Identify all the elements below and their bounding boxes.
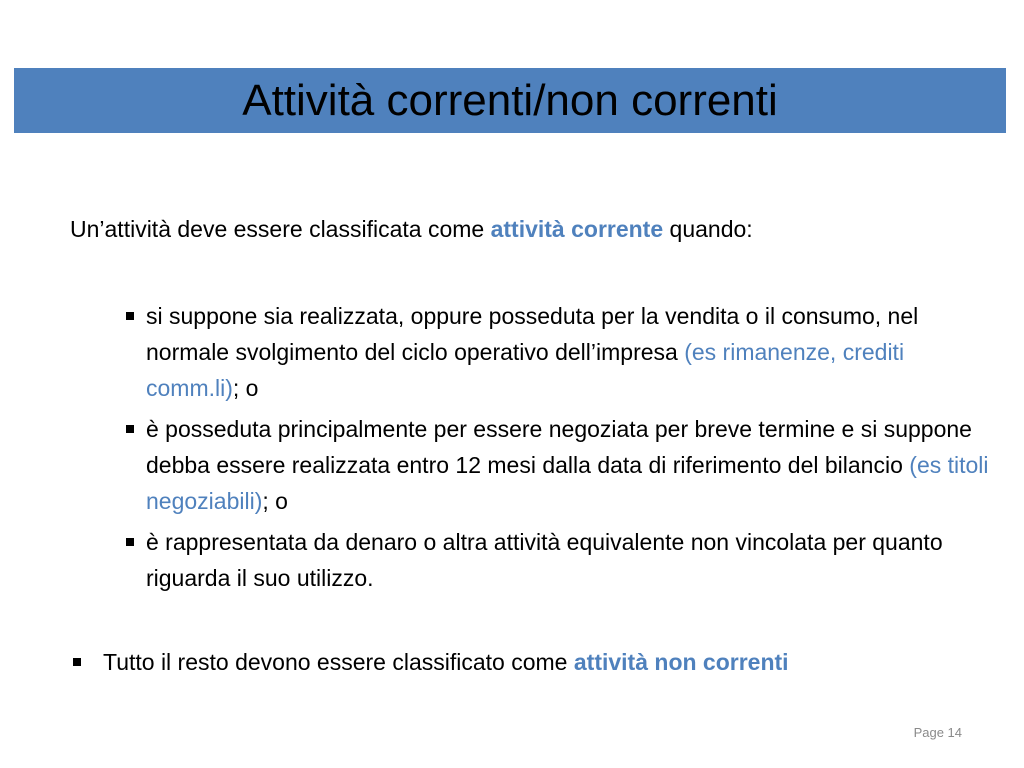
title-bar bbox=[14, 68, 1006, 133]
condition-tail: ; o bbox=[232, 375, 259, 401]
intro-text: Un’attività deve essere classificata come bbox=[70, 216, 491, 242]
square-bullet-icon bbox=[73, 658, 81, 666]
final-bullet bbox=[70, 645, 789, 679]
square-bullet-icon bbox=[126, 425, 134, 433]
condition-example: (es rimanenze, crediti comm.li) bbox=[146, 339, 905, 401]
condition-example: (es titoli negoziabili) bbox=[146, 452, 989, 514]
intro-paragraph bbox=[70, 214, 753, 244]
condition-tail: ; o bbox=[262, 488, 288, 514]
final-text: Tutto il resto devono essere classificato come bbox=[103, 649, 574, 675]
page-number: Page 14 bbox=[913, 725, 962, 740]
slide-title: Attività correnti/non correnti bbox=[242, 75, 778, 125]
condition-text: è posseduta principalmente per essere negoziata per breve termine e si suppone debba essere realizzata entro 12 mesi dalla data di riferimento del bilancio bbox=[146, 416, 972, 478]
conditions-list bbox=[122, 298, 992, 601]
condition-text: si suppone sia realizzata, oppure posseduta per la vendita o il consumo, nel normale svolgimento del ciclo operativo dell’impresa bbox=[146, 303, 919, 365]
condition-text: è rappresentata da denaro o altra attività equivalente non vincolata per quanto riguarda il suo utilizzo. bbox=[146, 529, 943, 591]
condition-item bbox=[122, 411, 992, 519]
square-bullet-icon bbox=[126, 538, 134, 546]
condition-item bbox=[122, 524, 992, 596]
square-bullet-icon bbox=[126, 312, 134, 320]
final-highlight: attività non correnti bbox=[573, 649, 789, 675]
intro-suffix: quando: bbox=[663, 216, 753, 242]
condition-item bbox=[122, 298, 992, 406]
intro-highlight: attività corrente bbox=[490, 216, 664, 242]
